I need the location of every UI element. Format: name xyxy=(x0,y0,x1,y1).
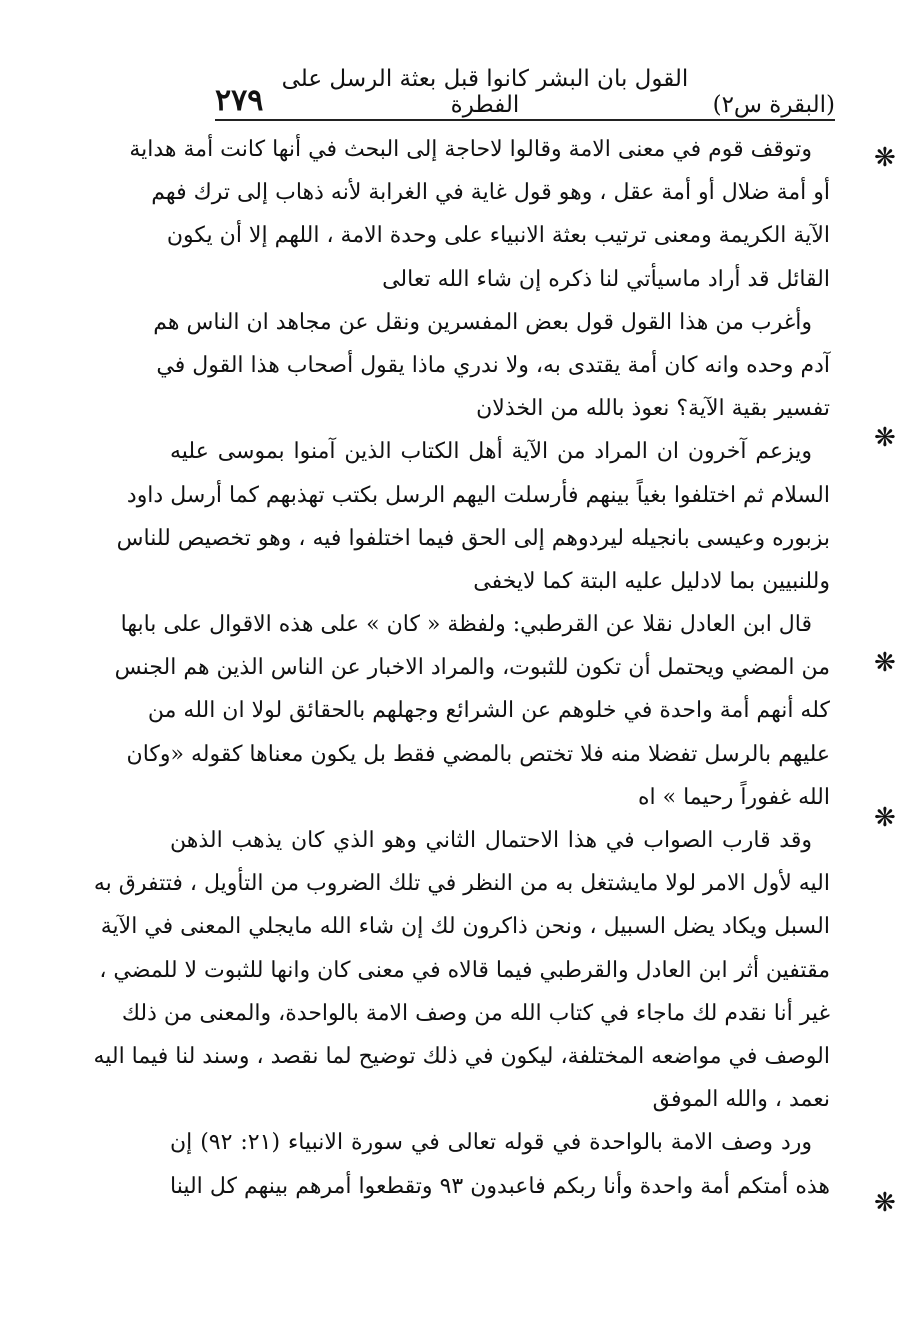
margin-ornament-icon: ❋ xyxy=(874,143,896,173)
text-line: وقد قارب الصواب في هذا الاحتمال الثاني وهو الذي كان يذهب الذهن xyxy=(170,828,812,853)
page-number: ٢٧٩ xyxy=(215,83,264,118)
running-title: القول بان البشر كانوا قبل بعثة الرسل على الفطرة xyxy=(281,66,689,118)
text-line: من المضي ويحتمل أن تكون للثبوت، والمراد الاخبار عن الناس الذين هم الجنس xyxy=(114,655,830,681)
text-line: هذه أمتكم أمة واحدة وأنا ربكم فاعبدون ٩٣ وتقطعوا أمرهم بينهم كل الينا xyxy=(170,1173,830,1199)
page-header xyxy=(215,66,835,118)
text-line: آدم وحده وانه كان أمة يقتدى به، ولا ندري ماذا يقول أصحاب هذا القول في xyxy=(156,352,830,378)
text-line: عليهم بالرسل تفضلا منه فلا تختص بالمضي فقط بل يكون معناها كقوله «وكان xyxy=(126,741,830,767)
margin-ornament-icon: ❋ xyxy=(874,803,896,833)
text-line: ورد وصف الامة بالواحدة في قوله تعالى في سورة الانبياء (٢١: ٩٢) إن xyxy=(170,1130,813,1156)
text-line: وأغرب من هذا القول قول بعض المفسرين ونقل عن مجاهد ان الناس هم xyxy=(153,309,812,335)
margin-ornament-icon: ❋ xyxy=(874,423,896,453)
text-line: الآية الكريمة ومعنى ترتيب بعثة الانبياء على وحدة الامة ، اللهم إلا أن يكون xyxy=(166,223,830,249)
text-line: مقتفين أثر ابن العادل والقرطبي فيما قالاه في معنى كان وانها للثبوت لا للمضي ، xyxy=(99,957,830,983)
text-line: تفسير بقية الآية؟ نعوذ بالله من الخذلان xyxy=(476,396,830,422)
text-line: كله أنهم أمة واحدة في خلوهم عن الشرائع وجهلهم بالحقائق لولا ان الله من xyxy=(147,698,830,724)
text-line: ويزعم آخرون ان المراد من الآية أهل الكتاب الذين آمنوا بموسى عليه xyxy=(170,439,812,465)
text-line: أو أمة ضلال أو أمة عقل ، وهو قول غاية في الغرابة لأنه ذهاب إلى ترك فهم xyxy=(151,180,830,206)
text-line: قال ابن العادل نقلا عن القرطبي: ولفظة « كان » على هذه الاقوال على بابها xyxy=(120,612,812,638)
text-line: السلام ثم اختلفوا بغياً بينهم فأرسلت اليهم الرسل بكتب تهذبهم كما أرسل داود xyxy=(126,482,830,508)
text-line: نعمد ، والله الموفق xyxy=(652,1087,830,1113)
header-rule xyxy=(215,119,835,121)
body-text xyxy=(93,128,830,1208)
text-line: وتوقف قوم في معنى الامة وقالوا لاحاجة إلى البحث في أنها كانت أمة هداية xyxy=(129,137,812,162)
text-line: بزبوره وعيسى بانجيله ليردوهم إلى الحق فيما اختلفوا فيه ، وهو تخصيص للناس xyxy=(116,525,830,551)
text-line: الوصف في مواضعه المختلفة، ليكون في ذلك توضيح لما نقصد ، وسند لنا فيما اليه xyxy=(93,1043,830,1069)
text-line: اليه لأول الامر لولا مايشتغل به من النظر في تلك الضروب من التأويل ، فتتفرق به xyxy=(93,871,830,897)
text-line: القائل قد أراد ماسيأتي لنا ذكره إن شاء الله تعالى xyxy=(382,266,830,292)
text-line: وللنبيين بما لادليل عليه البتة كما لايخفى xyxy=(473,568,830,594)
surah-reference: (البقرة س٢) xyxy=(712,92,835,118)
margin-ornament-icon: ❋ xyxy=(874,648,896,678)
margin-ornament-icon: ❋ xyxy=(874,1188,896,1218)
text-line: غير أنا نقدم لك ماجاء في كتاب الله من وصف الامة بالواحدة، والمعنى من ذلك xyxy=(121,1000,830,1026)
text-line: السبل ويكاد يضل السبيل ، ونحن ذاكرون لك إن شاء الله مايجلي المعنى في الآية xyxy=(100,914,830,940)
text-line: الله غفوراً رحيما » اه xyxy=(638,784,830,810)
